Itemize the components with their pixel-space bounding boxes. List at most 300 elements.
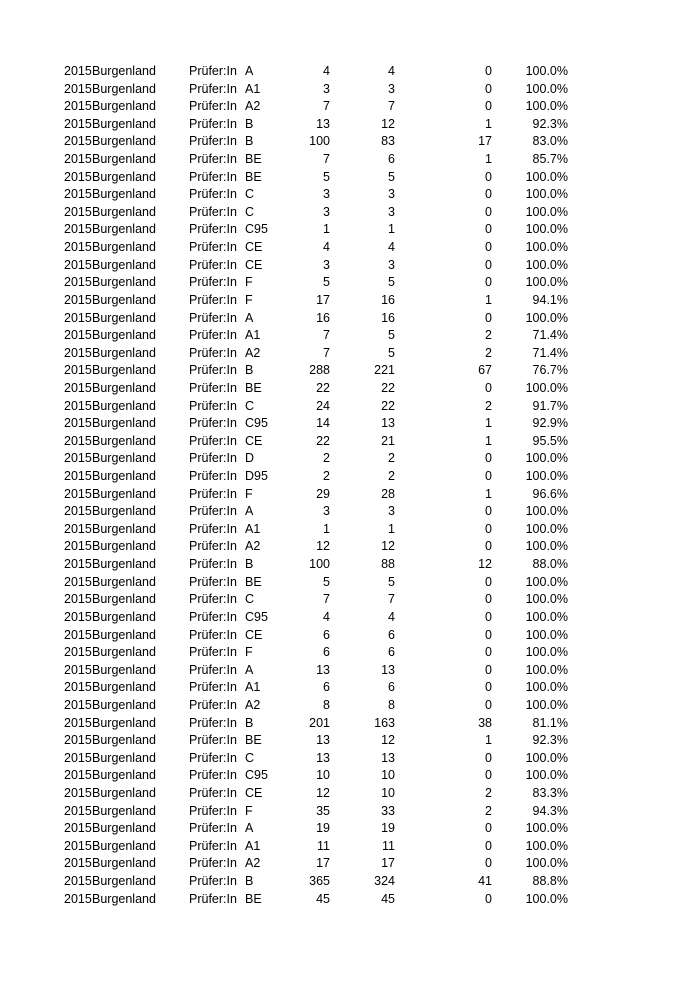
table-row: [0, 785, 700, 803]
cell-role: Prüfer:In: [189, 557, 237, 572]
cell-role: Prüfer:In: [189, 768, 237, 783]
cell-region: Burgenland: [92, 715, 156, 730]
cell-passed: 221: [374, 363, 395, 378]
cell-pass-rate: 100.0%: [525, 627, 568, 642]
cell-year: 2015: [64, 750, 92, 765]
cell-license-class: A2: [245, 345, 261, 360]
cell-failed: 67: [478, 363, 492, 378]
cell-pass-rate: 83.0%: [532, 134, 568, 149]
cell-license-class: BE: [245, 152, 262, 167]
cell-license-class: A1: [245, 838, 261, 853]
cell-role: Prüfer:In: [189, 134, 237, 149]
cell-pass-rate: 100.0%: [525, 275, 568, 290]
cell-role: Prüfer:In: [189, 662, 237, 677]
cell-license-class: A: [245, 310, 254, 325]
cell-year: 2015: [64, 222, 92, 237]
cell-license-class: BE: [245, 733, 262, 748]
cell-passed: 6: [388, 627, 395, 642]
cell-region: Burgenland: [92, 574, 156, 589]
cell-pass-rate: 71.4%: [532, 328, 568, 343]
cell-year: 2015: [64, 768, 92, 783]
cell-failed: 0: [485, 187, 492, 202]
cell-year: 2015: [64, 609, 92, 624]
cell-pass-rate: 100.0%: [525, 821, 568, 836]
cell-role: Prüfer:In: [189, 504, 237, 519]
table-row: [0, 591, 700, 609]
cell-year: 2015: [64, 645, 92, 660]
cell-region: Burgenland: [92, 345, 156, 360]
cell-year: 2015: [64, 363, 92, 378]
cell-license-class: A1: [245, 81, 261, 96]
table-row: [0, 891, 700, 909]
cell-pass-rate: 94.3%: [532, 803, 568, 818]
cell-pass-rate: 100.0%: [525, 187, 568, 202]
cell-total: 1: [323, 521, 330, 536]
cell-license-class: D95: [245, 469, 268, 484]
cell-pass-rate: 100.0%: [525, 539, 568, 554]
table-row: [0, 750, 700, 768]
cell-pass-rate: 100.0%: [525, 662, 568, 677]
cell-role: Prüfer:In: [189, 627, 237, 642]
cell-region: Burgenland: [92, 486, 156, 501]
cell-license-class: A1: [245, 680, 261, 695]
cell-license-class: A1: [245, 328, 261, 343]
cell-year: 2015: [64, 433, 92, 448]
table-row: [0, 450, 700, 468]
cell-year: 2015: [64, 821, 92, 836]
cell-region: Burgenland: [92, 380, 156, 395]
cell-pass-rate: 100.0%: [525, 521, 568, 536]
cell-failed: 0: [485, 81, 492, 96]
cell-role: Prüfer:In: [189, 169, 237, 184]
table-row: [0, 133, 700, 151]
cell-failed: 0: [485, 768, 492, 783]
cell-failed: 0: [485, 257, 492, 272]
cell-total: 1: [323, 222, 330, 237]
cell-passed: 33: [381, 803, 395, 818]
cell-license-class: BE: [245, 574, 262, 589]
cell-passed: 324: [374, 874, 395, 889]
cell-failed: 1: [485, 486, 492, 501]
cell-failed: 0: [485, 539, 492, 554]
cell-total: 19: [316, 821, 330, 836]
cell-role: Prüfer:In: [189, 733, 237, 748]
table-row: [0, 574, 700, 592]
table-row: [0, 767, 700, 785]
cell-pass-rate: 100.0%: [525, 64, 568, 78]
cell-passed: 1: [388, 222, 395, 237]
cell-license-class: CE: [245, 240, 263, 255]
cell-region: Burgenland: [92, 539, 156, 554]
table-row: [0, 486, 700, 504]
cell-year: 2015: [64, 785, 92, 800]
cell-region: Burgenland: [92, 891, 156, 906]
cell-passed: 5: [388, 328, 395, 343]
cell-region: Burgenland: [92, 592, 156, 607]
cell-region: Burgenland: [92, 81, 156, 96]
table-row: [0, 609, 700, 627]
cell-pass-rate: 100.0%: [525, 99, 568, 114]
cell-pass-rate: 100.0%: [525, 240, 568, 255]
cell-role: Prüfer:In: [189, 204, 237, 219]
cell-year: 2015: [64, 715, 92, 730]
cell-region: Burgenland: [92, 733, 156, 748]
cell-passed: 12: [381, 539, 395, 554]
cell-failed: 0: [485, 750, 492, 765]
cell-license-class: A: [245, 64, 254, 78]
cell-passed: 163: [374, 715, 395, 730]
table-row: [0, 398, 700, 416]
cell-role: Prüfer:In: [189, 592, 237, 607]
cell-role: Prüfer:In: [189, 310, 237, 325]
cell-total: 29: [316, 486, 330, 501]
cell-failed: 1: [485, 733, 492, 748]
cell-failed: 0: [485, 645, 492, 660]
cell-region: Burgenland: [92, 521, 156, 536]
cell-region: Burgenland: [92, 451, 156, 466]
cell-region: Burgenland: [92, 785, 156, 800]
table-row: [0, 151, 700, 169]
cell-failed: 2: [485, 785, 492, 800]
cell-role: Prüfer:In: [189, 874, 237, 889]
cell-role: Prüfer:In: [189, 275, 237, 290]
cell-passed: 13: [381, 750, 395, 765]
cell-license-class: C: [245, 187, 255, 202]
cell-license-class: F: [245, 803, 253, 818]
cell-failed: 41: [478, 874, 492, 889]
cell-license-class: A1: [245, 521, 261, 536]
table-row: [0, 310, 700, 328]
cell-failed: 0: [485, 821, 492, 836]
cell-region: Burgenland: [92, 152, 156, 167]
cell-role: Prüfer:In: [189, 680, 237, 695]
table-row: [0, 345, 700, 363]
cell-pass-rate: 100.0%: [525, 856, 568, 871]
cell-pass-rate: 100.0%: [525, 768, 568, 783]
cell-role: Prüfer:In: [189, 257, 237, 272]
cell-role: Prüfer:In: [189, 345, 237, 360]
cell-year: 2015: [64, 152, 92, 167]
cell-passed: 28: [381, 486, 395, 501]
cell-region: Burgenland: [92, 504, 156, 519]
cell-year: 2015: [64, 874, 92, 889]
cell-year: 2015: [64, 380, 92, 395]
cell-total: 7: [323, 592, 330, 607]
cell-region: Burgenland: [92, 609, 156, 624]
cell-pass-rate: 100.0%: [525, 592, 568, 607]
cell-total: 6: [323, 645, 330, 660]
cell-pass-rate: 95.5%: [532, 433, 568, 448]
cell-license-class: BE: [245, 169, 262, 184]
cell-failed: 0: [485, 592, 492, 607]
cell-total: 3: [323, 257, 330, 272]
table-row: [0, 468, 700, 486]
cell-failed: 0: [485, 627, 492, 642]
cell-total: 6: [323, 627, 330, 642]
cell-failed: 0: [485, 240, 492, 255]
cell-passed: 5: [388, 169, 395, 184]
cell-total: 35: [316, 803, 330, 818]
cell-role: Prüfer:In: [189, 539, 237, 554]
table-row: [0, 556, 700, 574]
table-row: [0, 855, 700, 873]
cell-total: 7: [323, 152, 330, 167]
cell-failed: 0: [485, 504, 492, 519]
table-row: [0, 380, 700, 398]
cell-region: Burgenland: [92, 240, 156, 255]
cell-role: Prüfer:In: [189, 750, 237, 765]
cell-passed: 5: [388, 345, 395, 360]
cell-total: 22: [316, 433, 330, 448]
cell-region: Burgenland: [92, 662, 156, 677]
table-row: [0, 186, 700, 204]
cell-year: 2015: [64, 292, 92, 307]
cell-pass-rate: 94.1%: [532, 292, 568, 307]
cell-passed: 4: [388, 240, 395, 255]
cell-failed: 0: [485, 275, 492, 290]
cell-year: 2015: [64, 521, 92, 536]
cell-passed: 2: [388, 451, 395, 466]
cell-total: 3: [323, 504, 330, 519]
cell-region: Burgenland: [92, 557, 156, 572]
cell-total: 288: [309, 363, 330, 378]
cell-region: Burgenland: [92, 768, 156, 783]
cell-region: Burgenland: [92, 874, 156, 889]
cell-passed: 88: [381, 557, 395, 572]
cell-pass-rate: 100.0%: [525, 504, 568, 519]
cell-year: 2015: [64, 680, 92, 695]
cell-role: Prüfer:In: [189, 398, 237, 413]
cell-total: 7: [323, 99, 330, 114]
cell-license-class: A2: [245, 99, 261, 114]
cell-region: Burgenland: [92, 645, 156, 660]
cell-year: 2015: [64, 81, 92, 96]
cell-failed: 0: [485, 891, 492, 906]
cell-total: 14: [316, 416, 330, 431]
cell-license-class: BE: [245, 891, 262, 906]
cell-region: Burgenland: [92, 680, 156, 695]
cell-failed: 0: [485, 574, 492, 589]
cell-failed: 0: [485, 222, 492, 237]
cell-passed: 7: [388, 592, 395, 607]
cell-role: Prüfer:In: [189, 609, 237, 624]
cell-year: 2015: [64, 697, 92, 712]
cell-total: 24: [316, 398, 330, 413]
cell-failed: 17: [478, 134, 492, 149]
cell-failed: 38: [478, 715, 492, 730]
cell-total: 6: [323, 680, 330, 695]
cell-failed: 1: [485, 416, 492, 431]
cell-failed: 0: [485, 856, 492, 871]
cell-failed: 0: [485, 521, 492, 536]
cell-failed: 0: [485, 310, 492, 325]
cell-failed: 1: [485, 116, 492, 131]
cell-total: 17: [316, 856, 330, 871]
cell-region: Burgenland: [92, 627, 156, 642]
cell-pass-rate: 88.0%: [532, 557, 568, 572]
cell-region: Burgenland: [92, 310, 156, 325]
cell-passed: 22: [381, 380, 395, 395]
table-row: [0, 644, 700, 662]
cell-year: 2015: [64, 328, 92, 343]
cell-total: 13: [316, 662, 330, 677]
cell-total: 16: [316, 310, 330, 325]
table-row: [0, 521, 700, 539]
cell-region: Burgenland: [92, 64, 156, 78]
cell-passed: 45: [381, 891, 395, 906]
cell-pass-rate: 88.8%: [532, 874, 568, 889]
cell-passed: 13: [381, 416, 395, 431]
cell-total: 100: [309, 134, 330, 149]
cell-license-class: A2: [245, 856, 261, 871]
table-row: [0, 81, 700, 99]
cell-total: 7: [323, 328, 330, 343]
cell-pass-rate: 100.0%: [525, 838, 568, 853]
cell-license-class: F: [245, 486, 253, 501]
cell-year: 2015: [64, 398, 92, 413]
cell-passed: 4: [388, 609, 395, 624]
cell-role: Prüfer:In: [189, 521, 237, 536]
cell-role: Prüfer:In: [189, 785, 237, 800]
cell-role: Prüfer:In: [189, 821, 237, 836]
cell-pass-rate: 81.1%: [532, 715, 568, 730]
table-row: [0, 98, 700, 116]
cell-license-class: A: [245, 504, 254, 519]
cell-role: Prüfer:In: [189, 645, 237, 660]
cell-failed: 2: [485, 345, 492, 360]
cell-license-class: B: [245, 363, 254, 378]
cell-total: 22: [316, 380, 330, 395]
cell-license-class: B: [245, 874, 254, 889]
cell-passed: 12: [381, 116, 395, 131]
cell-year: 2015: [64, 539, 92, 554]
table-row: [0, 732, 700, 750]
cell-passed: 5: [388, 275, 395, 290]
cell-year: 2015: [64, 891, 92, 906]
table-row: [0, 292, 700, 310]
cell-year: 2015: [64, 662, 92, 677]
cell-license-class: C95: [245, 768, 268, 783]
cell-license-class: CE: [245, 433, 263, 448]
cell-region: Burgenland: [92, 363, 156, 378]
cell-role: Prüfer:In: [189, 715, 237, 730]
cell-year: 2015: [64, 803, 92, 818]
cell-failed: 0: [485, 169, 492, 184]
cell-failed: 0: [485, 451, 492, 466]
cell-total: 10: [316, 768, 330, 783]
cell-role: Prüfer:In: [189, 292, 237, 307]
cell-region: Burgenland: [92, 99, 156, 114]
cell-year: 2015: [64, 574, 92, 589]
cell-role: Prüfer:In: [189, 116, 237, 131]
cell-region: Burgenland: [92, 257, 156, 272]
cell-role: Prüfer:In: [189, 187, 237, 202]
cell-passed: 3: [388, 504, 395, 519]
cell-year: 2015: [64, 345, 92, 360]
cell-failed: 2: [485, 328, 492, 343]
cell-region: Burgenland: [92, 697, 156, 712]
cell-total: 12: [316, 539, 330, 554]
cell-pass-rate: 100.0%: [525, 204, 568, 219]
cell-passed: 17: [381, 856, 395, 871]
cell-role: Prüfer:In: [189, 152, 237, 167]
cell-year: 2015: [64, 469, 92, 484]
table-row: [0, 415, 700, 433]
cell-passed: 7: [388, 99, 395, 114]
cell-total: 2: [323, 469, 330, 484]
table-row: [0, 362, 700, 380]
cell-region: Burgenland: [92, 838, 156, 853]
cell-failed: 1: [485, 292, 492, 307]
cell-passed: 2: [388, 469, 395, 484]
cell-year: 2015: [64, 134, 92, 149]
cell-total: 13: [316, 733, 330, 748]
cell-license-class: C: [245, 592, 255, 607]
table-row: [0, 221, 700, 239]
cell-failed: 0: [485, 838, 492, 853]
table-row: [0, 679, 700, 697]
table-row: [0, 820, 700, 838]
table-row: [0, 662, 700, 680]
cell-total: 4: [323, 64, 330, 78]
cell-year: 2015: [64, 733, 92, 748]
cell-role: Prüfer:In: [189, 697, 237, 712]
cell-total: 3: [323, 81, 330, 96]
cell-pass-rate: 100.0%: [525, 451, 568, 466]
cell-passed: 16: [381, 292, 395, 307]
cell-passed: 10: [381, 768, 395, 783]
cell-passed: 6: [388, 152, 395, 167]
cell-role: Prüfer:In: [189, 64, 237, 78]
cell-role: Prüfer:In: [189, 380, 237, 395]
cell-pass-rate: 100.0%: [525, 645, 568, 660]
cell-failed: 0: [485, 380, 492, 395]
cell-year: 2015: [64, 838, 92, 853]
cell-failed: 0: [485, 680, 492, 695]
cell-role: Prüfer:In: [189, 328, 237, 343]
cell-role: Prüfer:In: [189, 81, 237, 96]
cell-total: 45: [316, 891, 330, 906]
cell-region: Burgenland: [92, 416, 156, 431]
cell-year: 2015: [64, 310, 92, 325]
table-row: [0, 627, 700, 645]
cell-passed: 11: [382, 838, 395, 853]
cell-region: Burgenland: [92, 433, 156, 448]
cell-region: Burgenland: [92, 803, 156, 818]
cell-pass-rate: 83.3%: [532, 785, 568, 800]
cell-total: 365: [309, 874, 330, 889]
cell-pass-rate: 100.0%: [525, 257, 568, 272]
cell-pass-rate: 91.7%: [532, 398, 568, 413]
cell-total: 4: [323, 609, 330, 624]
cell-passed: 5: [388, 574, 395, 589]
cell-year: 2015: [64, 627, 92, 642]
cell-region: Burgenland: [92, 275, 156, 290]
cell-failed: 0: [485, 204, 492, 219]
table-row: [0, 538, 700, 556]
cell-total: 7: [323, 345, 330, 360]
table-row: [0, 204, 700, 222]
cell-pass-rate: 71.4%: [532, 345, 568, 360]
cell-year: 2015: [64, 486, 92, 501]
table-row: [0, 169, 700, 187]
table-row: [0, 697, 700, 715]
cell-region: Burgenland: [92, 116, 156, 131]
table-row: [0, 116, 700, 134]
cell-region: Burgenland: [92, 204, 156, 219]
cell-total: 5: [323, 169, 330, 184]
cell-year: 2015: [64, 257, 92, 272]
